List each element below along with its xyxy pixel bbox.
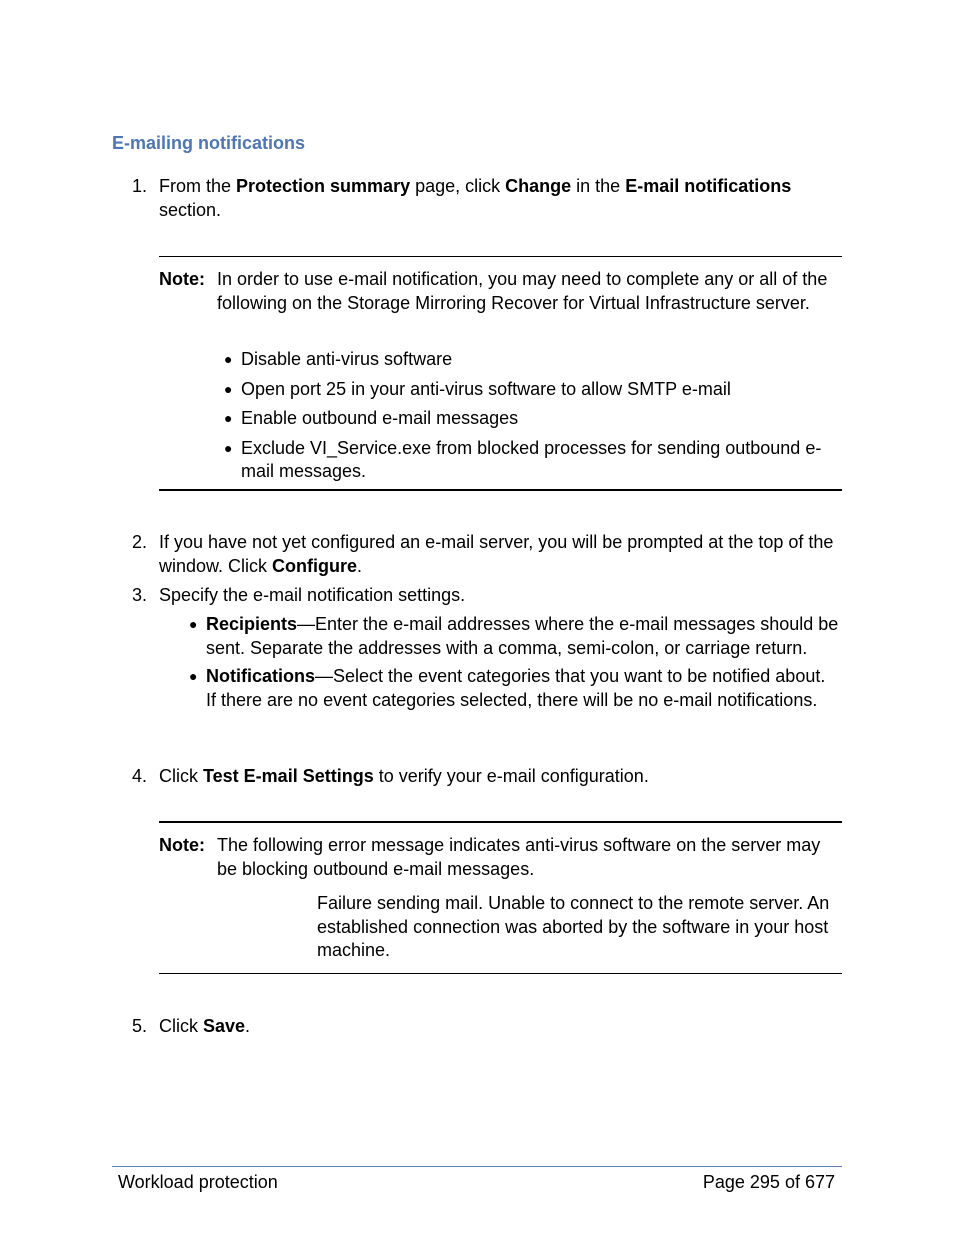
bullet-icon: ● <box>224 380 233 397</box>
step-text <box>159 531 842 578</box>
step-number: 5. <box>132 1016 148 1036</box>
list-item <box>219 437 842 484</box>
text-run: Click <box>159 766 203 786</box>
footer-section-title: Workload protection <box>118 1172 278 1192</box>
step-number: 2. <box>132 532 148 552</box>
bullet-icon: ● <box>189 616 198 632</box>
list-item <box>184 613 839 660</box>
step-4 <box>132 765 842 789</box>
ui-term-configure: Configure <box>272 555 358 576</box>
list-item-text: Open port 25 in your anti-virus software to allow SMTP e-mail <box>241 378 731 399</box>
ui-term-email-notifications: E-mail notifications <box>625 176 792 196</box>
note-label: Note: <box>159 835 205 855</box>
note-text: In order to use e-mail notification, you may need to complete any or all of the following on the Storage Mirroring Recover for Virtual Infrastructure server. <box>217 269 828 313</box>
text-run: page, click <box>410 176 506 196</box>
list-item <box>219 407 842 431</box>
list-item <box>219 348 842 372</box>
ui-term-change: Change <box>505 176 572 196</box>
note-top-rule <box>159 821 842 823</box>
bullet-icon: ● <box>224 439 233 456</box>
text-run: section. <box>159 199 222 220</box>
step-3 <box>132 584 842 608</box>
step-text: Specify the e-mail notification settings. <box>159 585 466 605</box>
list-item-text: Enable outbound e-mail messages <box>241 408 519 428</box>
step-3-list <box>184 613 839 712</box>
list-item-text: —Select the event categories that you want to be notified about. If there are no event categories selected, there will be no e-mail notifications. <box>206 666 826 710</box>
note-label: Note: <box>159 269 205 289</box>
text-run: . <box>357 555 363 576</box>
text-run: If you have not yet configured an e-mail server, you will be prompted at the top of the window. Click <box>159 532 834 576</box>
ui-term-save: Save <box>203 1016 246 1036</box>
note-1-list <box>219 348 842 484</box>
section-heading: E-mailing notifications <box>112 133 306 153</box>
step-1 <box>132 175 842 222</box>
text-run: From the <box>159 176 237 196</box>
list-item-text: —Enter the e-mail addresses where the e-mail messages should be sent. Separate the addresses with a comma, semi-colon, or carriage return. <box>206 614 839 658</box>
step-number: 3. <box>132 585 148 605</box>
note-1 <box>159 268 842 315</box>
error-message-quote: Failure sending mail. Unable to connect to the remote server. An established connection was aborted by the software in your host machine. <box>317 893 830 960</box>
step-text <box>159 765 842 789</box>
list-item-term: Recipients <box>206 614 298 634</box>
note-2 <box>159 834 842 881</box>
text-run: Click <box>159 1016 203 1036</box>
bullet-icon: ● <box>189 668 198 684</box>
text-run: . <box>245 1016 251 1036</box>
footer-rule <box>112 1166 842 1167</box>
footer-page-number: Page 295 of 677 <box>702 1172 835 1192</box>
step-5 <box>132 1015 842 1039</box>
step-text <box>159 175 842 222</box>
note-bottom-rule <box>159 973 842 974</box>
step-text <box>159 1015 842 1039</box>
bullet-icon: ● <box>224 410 233 426</box>
step-number: 4. <box>132 766 148 786</box>
ui-term-test-email-settings: Test E-mail Settings <box>203 766 374 786</box>
list-item <box>219 378 842 402</box>
list-item-text: Disable anti-virus software <box>241 349 453 369</box>
text-run: to verify your e-mail configuration. <box>373 766 649 786</box>
note-text: The following error message indicates anti-virus software on the server may be blocking outbound e-mail messages. <box>217 835 821 879</box>
list-item-term: Notifications <box>206 666 316 686</box>
ui-term-protection-summary: Protection summary <box>236 176 411 196</box>
list-item-text: Exclude VI_Service.exe from blocked processes for sending outbound e-mail messages. <box>241 437 822 481</box>
note-bottom-rule <box>159 489 842 491</box>
text-run: in the <box>571 176 626 196</box>
note-top-rule <box>159 256 842 257</box>
list-item <box>184 665 839 712</box>
bullet-icon: ● <box>224 351 233 367</box>
step-2 <box>132 531 842 578</box>
step-number: 1. <box>132 176 148 196</box>
